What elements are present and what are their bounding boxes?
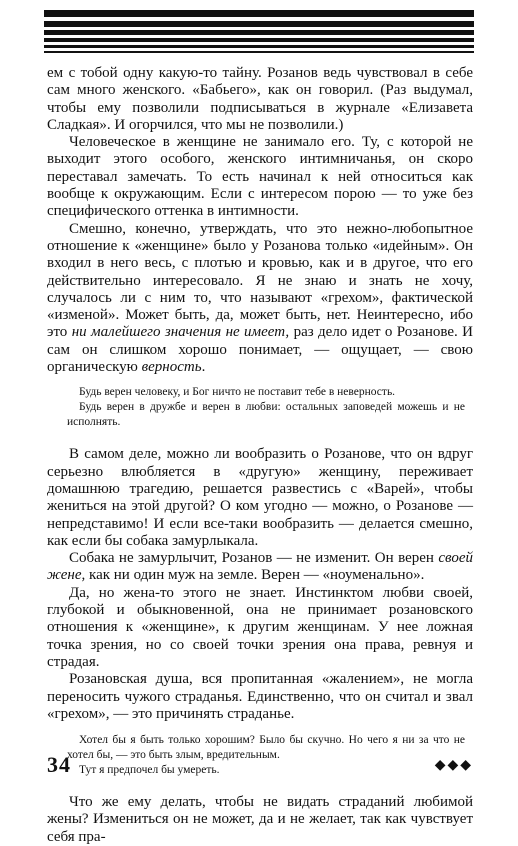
emphasis: своей жене, [47, 550, 473, 584]
paragraph: Что же ему делать, чтобы не видать страданий любимой жены? Измениться он не может, да и не желает, так как чувствует себя пра- [47, 794, 473, 845]
page-body [47, 65, 473, 846]
block-quote [47, 733, 473, 778]
paragraph: Розановская душа, вся пропитанная «жалением», не могла переносить чужого страданья. Единственно, что он считал и звал «грехом», — это причинять страданье. [47, 671, 473, 722]
paragraph: Да, но жена-то этого не знает. Инстинктом любви своей, глубокой и обыкновенной, она не принимает розановского отношения к «женщине», к другим женщинам. У нее ложная точка зрения, но со своей точки зрения она права, ревнуя и страдая. [47, 584, 473, 670]
header-rule-decoration [44, 10, 474, 58]
emphasis: ни малейшего значения не имеет, [71, 324, 290, 341]
quote-line: Будь верен человеку, и Бог ничто не поставит тебе в неверность. [79, 386, 396, 399]
quote-line: Тут я предпочел бы умереть. [79, 764, 220, 777]
emphasis: верность [141, 359, 202, 376]
quote-line: Будь верен в дружбе и верен в любви: остальных заповедей можешь и не исполнять. [67, 401, 465, 429]
paragraph: ем с тобой одну какую-то тайну. Розанов ведь чувствовал в себе сам много женского. «Бабьего», как он говорил. (Раз выдумал, чтобы ему позволили подписываться в журнале «Елизавета Сладкая». И огорчился, что мы не позволили.) [47, 65, 473, 133]
quote-line: Хотел бы я быть только хорошим? Было бы скучно. Но чего я ни за что не хотел бы, — это быть злым, вредительным. [67, 734, 465, 762]
paragraph: Человеческое в женщине не занимало его. Ту, с которой не выходит этого особого, женского интимничанья, он скоро переставал замечать. То есть начинал к ней относиться как вообще к окружающим. Если с интересом порою — то уже без специфического оттенка в интимности. [47, 134, 473, 220]
block-quote [47, 385, 473, 430]
paragraph: Собака не замурлычит, Розанов — не изменит. Он верен своей жене, как ни один муж на земле. Верен — «ноуменально». [47, 550, 473, 584]
paragraph: В самом деле, можно ли вообразить о Розанове, что он вдруг серьезно влюбляется в «другую» женщину, переживает домашнюю трагедию, решается развестись с «Варей», чтобы жениться на этой другой? О ком угодно — можно, о Розанове — непредставимо! И если все-таки вообразить — делается смешно, как если бы собака замурлыкала. [47, 446, 473, 549]
page-number: 34 [47, 752, 71, 777]
diamond-ornament-icon: ◆◆◆ [434, 757, 473, 773]
paragraph: Смешно, конечно, утверждать, что это нежно-любопытное отношение к «женщине» было у Розанова только «идейным». Он входил в него весь, с плотью и кровью, как и в другое, что его действительно интересовало. Я не знаю и знать не хочу, случалось ли с ним то, что называют «грехом», фактической «изменой». Может быть, да, может быть, нет. Неинтересно, ибо это ни малейшего значения не имеет, раз дело идет о Розанове. И сам он слишком хорошо понимает, — ощущает, — свою органическую верность. [47, 220, 473, 376]
